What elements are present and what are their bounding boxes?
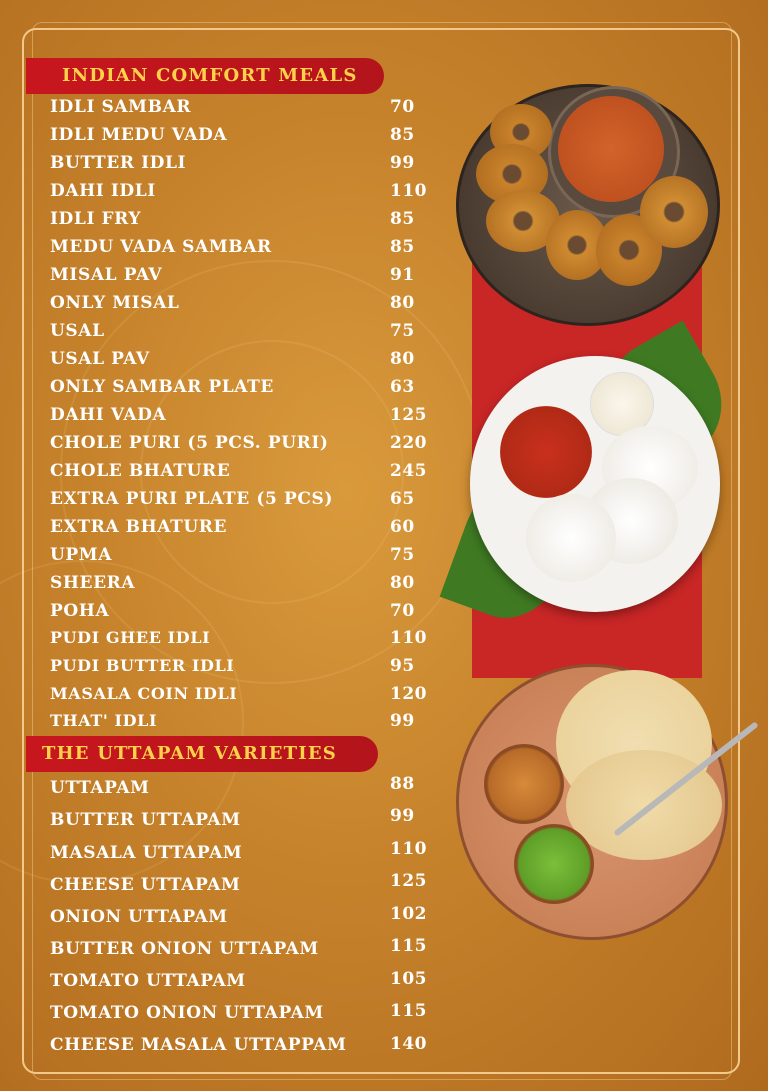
menu-item-name: BUTTER UTTAPAM bbox=[50, 810, 241, 830]
menu-item-name: CHOLE PURI (5 PCS. PURI) bbox=[50, 433, 329, 453]
menu-item-name: MISAL PAV bbox=[50, 265, 163, 285]
menu-item-price: 75 bbox=[390, 545, 415, 565]
section-header-comfort-meals bbox=[26, 58, 384, 94]
menu-item-price: 80 bbox=[390, 573, 415, 593]
menu-item-price: 220 bbox=[390, 433, 427, 453]
menu-item-price: 85 bbox=[390, 237, 415, 257]
menu-item-name: EXTRA PURI PLATE (5 PCS) bbox=[50, 489, 333, 509]
menu-item-price: 80 bbox=[390, 349, 415, 369]
menu-item-price: 85 bbox=[390, 125, 415, 145]
menu-item-name: CHOLE BHATURE bbox=[50, 461, 231, 481]
menu-item-name: IDLI SAMBAR bbox=[50, 97, 192, 117]
menu-item-name: MASALA UTTAPAM bbox=[50, 843, 243, 863]
menu-item-name: CHEESE MASALA UTTAPPAM bbox=[50, 1035, 347, 1055]
menu-item-price: 85 bbox=[390, 209, 415, 229]
menu-item-price: 115 bbox=[390, 1001, 427, 1021]
menu-item-name: USAL bbox=[50, 321, 105, 341]
menu-item-price: 140 bbox=[390, 1034, 427, 1054]
menu-item-name: MEDU VADA SAMBAR bbox=[50, 237, 272, 257]
menu-item-price: 80 bbox=[390, 293, 415, 313]
menu-item-name: ONLY MISAL bbox=[50, 293, 180, 313]
menu-item-name: EXTRA BHATURE bbox=[50, 517, 228, 537]
menu-item-price: 99 bbox=[390, 711, 415, 731]
menu-item-name: SHEERA bbox=[50, 573, 136, 593]
section-title: INDIAN COMFORT MEALS bbox=[62, 65, 358, 86]
menu-item-price: 110 bbox=[390, 839, 427, 859]
menu-item-price: 75 bbox=[390, 321, 415, 341]
menu-item-name: MASALA COIN IDLI bbox=[50, 684, 238, 703]
menu-item-price: 99 bbox=[390, 153, 415, 173]
menu-item-name: UPMA bbox=[50, 545, 113, 565]
section-title: THE UTTAPAM VARIETIES bbox=[42, 743, 337, 764]
menu-item-price: 88 bbox=[390, 774, 415, 794]
menu-item-name: UTTAPAM bbox=[50, 778, 150, 798]
menu-item-name: IDLI MEDU VADA bbox=[50, 125, 228, 145]
menu-item-price: 91 bbox=[390, 265, 415, 285]
menu-item-price: 120 bbox=[390, 684, 427, 704]
menu-item-price: 125 bbox=[390, 871, 427, 891]
menu-item-name: ONION UTTAPAM bbox=[50, 907, 228, 927]
menu-item-price: 110 bbox=[390, 628, 427, 648]
menu-item-name: TOMATO ONION UTTAPAM bbox=[50, 1003, 324, 1023]
menu-item-name: TOMATO UTTAPAM bbox=[50, 971, 246, 991]
menu-item-price: 105 bbox=[390, 969, 427, 989]
menu-item-name: PUDI BUTTER IDLI bbox=[50, 656, 235, 675]
menu-item-name: THAT' IDLI bbox=[50, 711, 158, 730]
menu-item-price: 95 bbox=[390, 656, 415, 676]
section-header-uttapam bbox=[26, 736, 378, 772]
menu-item-name: POHA bbox=[50, 601, 110, 621]
menu-item-name: BUTTER IDLI bbox=[50, 153, 187, 173]
menu-item-name: DAHI IDLI bbox=[50, 181, 156, 201]
menu-item-price: 63 bbox=[390, 377, 415, 397]
menu-item-price: 102 bbox=[390, 904, 427, 924]
menu-item-name: USAL PAV bbox=[50, 349, 150, 369]
menu-item-price: 60 bbox=[390, 517, 415, 537]
menu-item-price: 70 bbox=[390, 97, 415, 117]
menu-item-price: 115 bbox=[390, 936, 427, 956]
menu-item-price: 125 bbox=[390, 405, 427, 425]
menu-item-name: ONLY SAMBAR PLATE bbox=[50, 377, 274, 397]
menu-item-name: CHEESE UTTAPAM bbox=[50, 875, 241, 895]
menu-item-name: BUTTER ONION UTTAPAM bbox=[50, 939, 319, 959]
menu-item-name: DAHI VADA bbox=[50, 405, 167, 425]
menu-item-name: PUDI GHEE IDLI bbox=[50, 628, 211, 647]
menu-item-name: IDLI FRY bbox=[50, 209, 142, 229]
menu-item-price: 65 bbox=[390, 489, 415, 509]
menu-item-price: 245 bbox=[390, 461, 427, 481]
menu-item-price: 99 bbox=[390, 806, 415, 826]
menu-item-price: 110 bbox=[390, 181, 427, 201]
menu-item-price: 70 bbox=[390, 601, 415, 621]
